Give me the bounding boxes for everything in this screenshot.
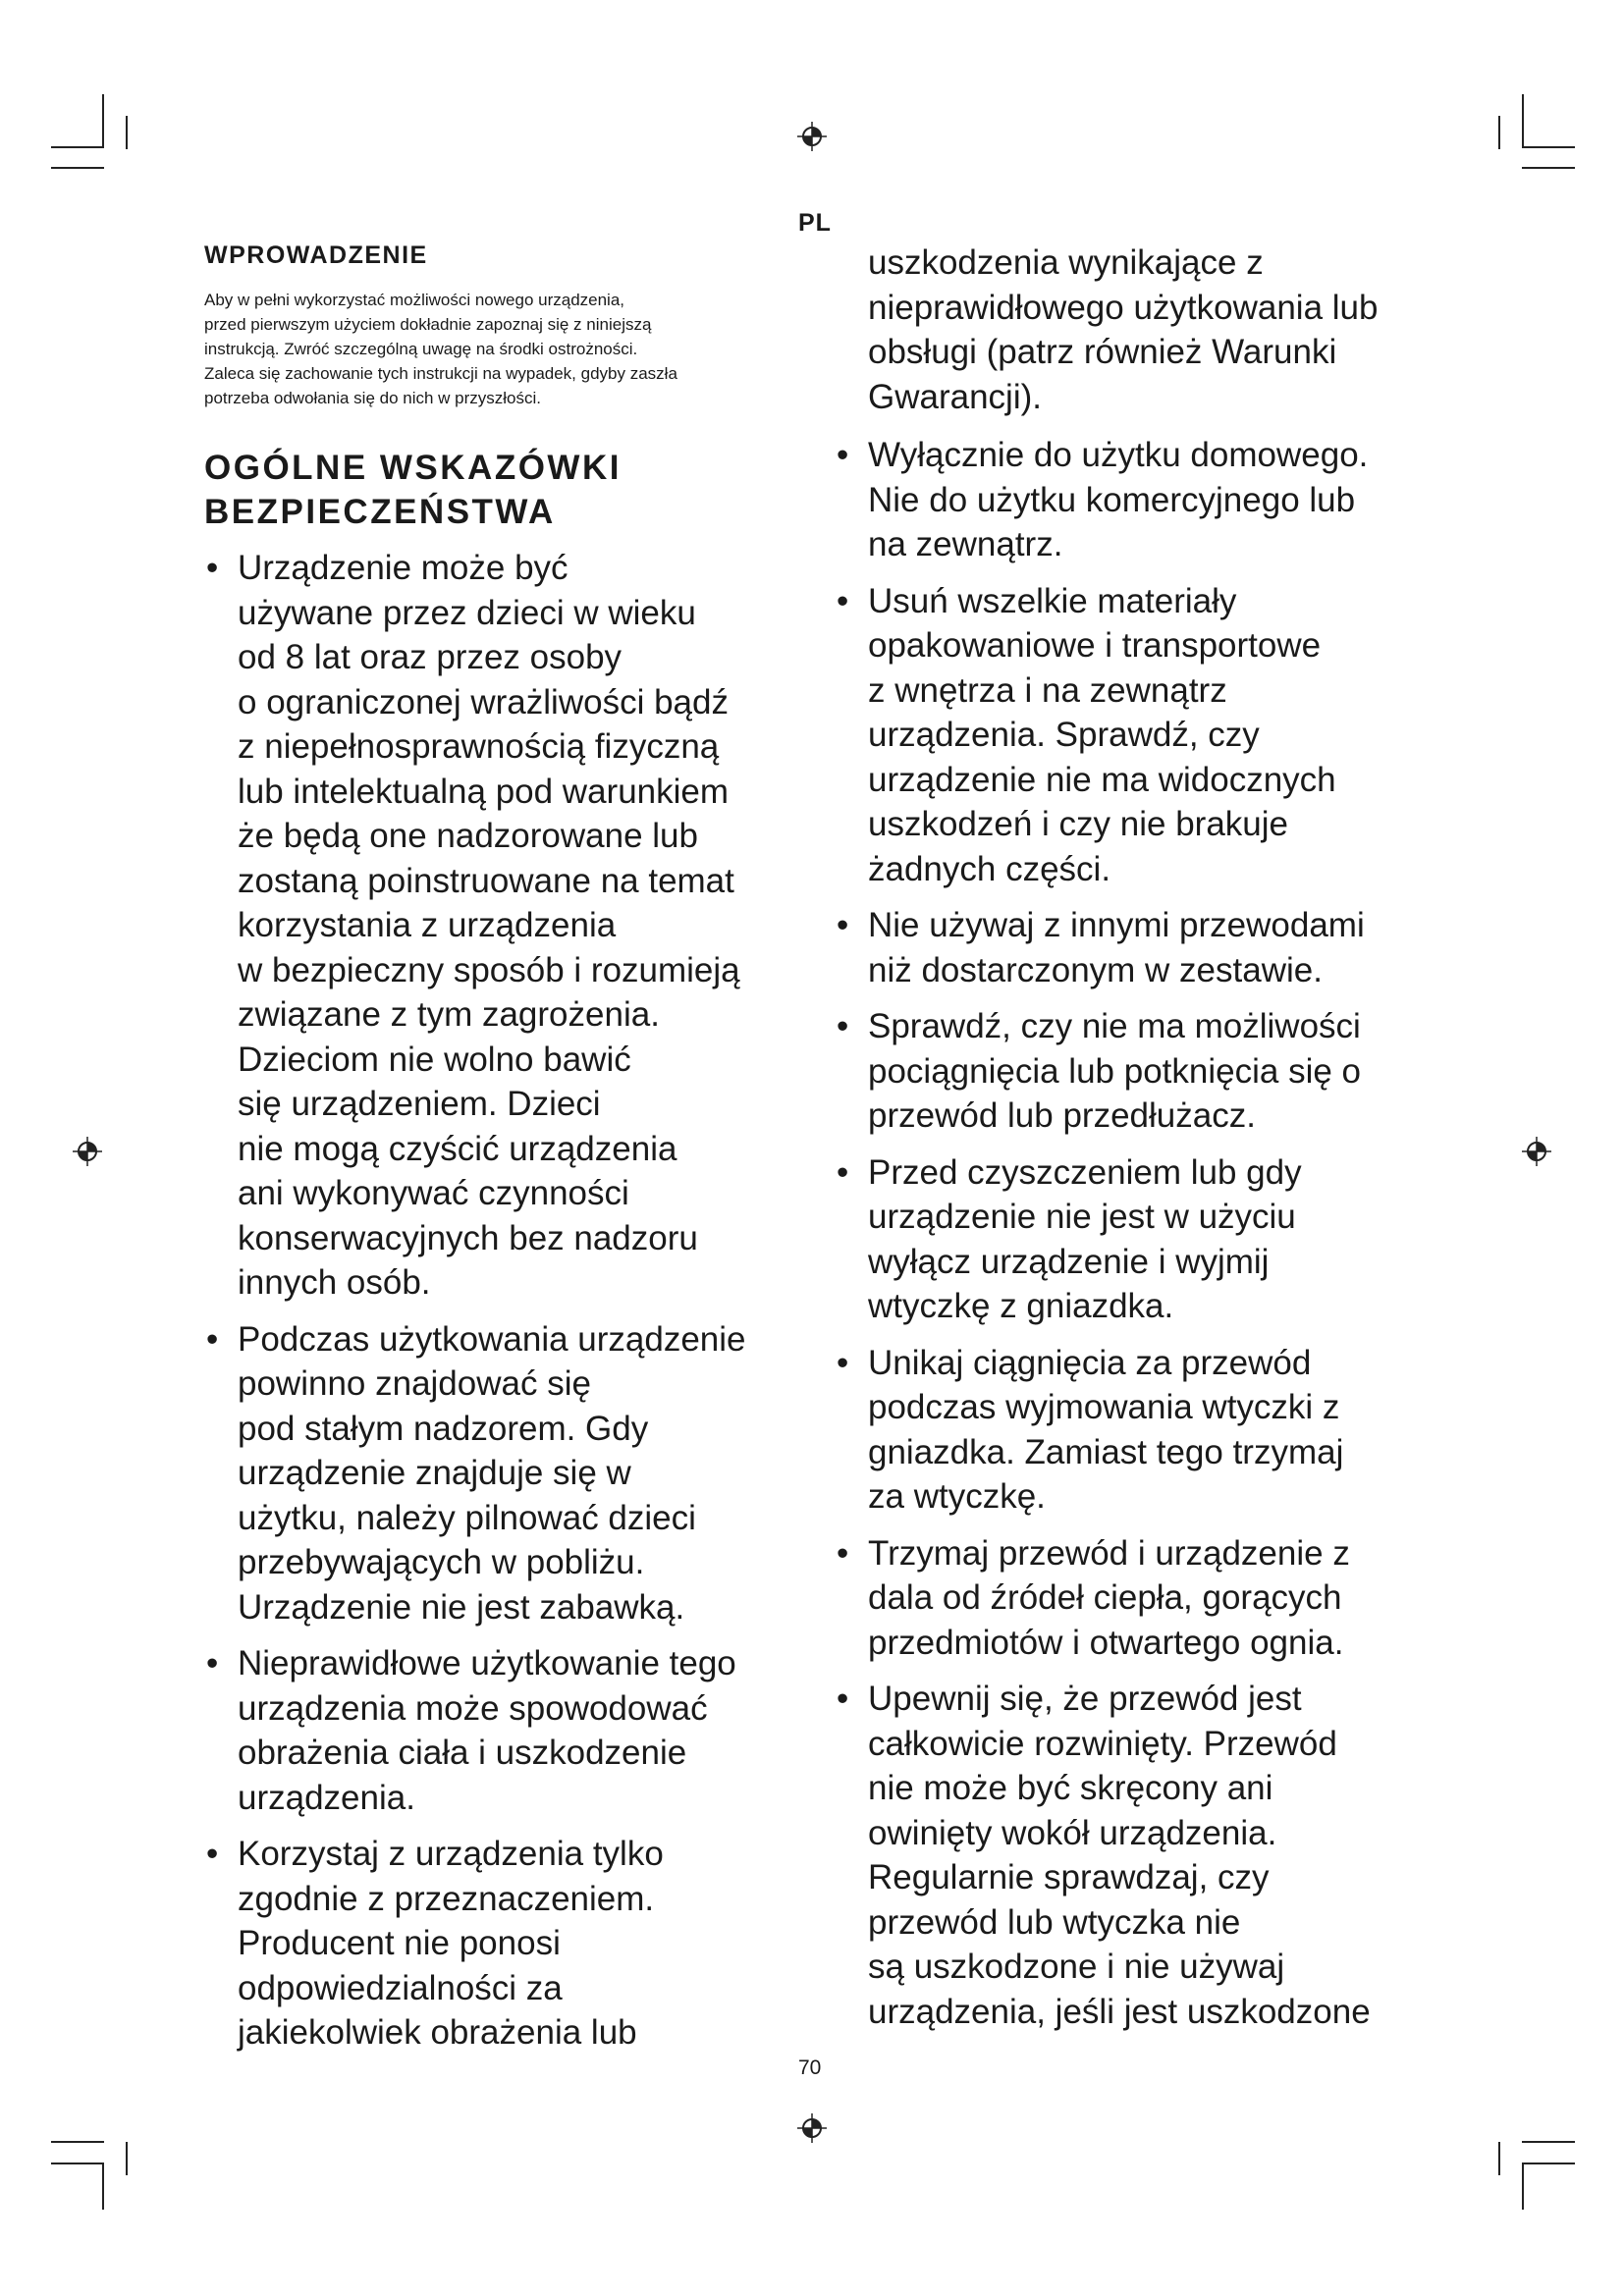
- safety-list-left: [204, 546, 813, 2056]
- registration-mark-icon: [797, 2113, 827, 2143]
- crop-mark: [51, 167, 104, 169]
- registration-mark-icon: [797, 122, 827, 151]
- crop-mark: [1522, 2163, 1575, 2164]
- intro-text: Aby w pełni wykorzystać możliwości nowego urządzenia, przed pierwszym użyciem dokładnie zapoznaj się z niniejszą instrukcją. Zwróć szczególną uwagę na środki ostrożności. Zaleca się zachowanie tych instrukcji na wypadek, gdyby zaszła potrzeba odwołania się do nich w przyszłości.: [204, 291, 677, 407]
- list-item: • Sprawdź, czy nie ma możliwości pociągnięcia lub potknięcia się o przewód lub przedłużacz.: [835, 1004, 1443, 1139]
- crop-mark: [51, 2163, 104, 2164]
- language-code: PL: [798, 209, 832, 237]
- crop-mark: [126, 116, 128, 149]
- crop-mark: [1522, 2163, 1524, 2210]
- list-item: • Nie używaj z innymi przewodami niż dostarczonym w zestawie.: [835, 903, 1443, 992]
- crop-mark: [51, 2141, 104, 2143]
- crop-mark: [102, 2163, 104, 2210]
- list-item: • Korzystaj z urządzenia tylko zgodnie z przeznaczeniem. Producent nie ponosi odpowiedzialności za jakiekolwiek obrażenia lub: [204, 1832, 813, 2056]
- list-item: • Usuń wszelkie materiały opakowaniowe i transportowe z wnętrza i na zewnątrz urządzenia. Sprawdź, czy urządzenie nie ma widocznych uszkodzeń i czy nie brakuje żadnych części.: [835, 579, 1443, 892]
- crop-mark: [1498, 116, 1500, 149]
- list-item: • Wyłącznie do użytku domowego. Nie do użytku komercyjnego lub na zewnątrz.: [835, 433, 1443, 567]
- list-item: • Przed czyszczeniem lub gdy urządzenie nie jest w użyciu wyłącz urządzenie i wyjmij wtyczkę z gniazdka.: [835, 1150, 1443, 1329]
- crop-mark: [51, 146, 104, 148]
- registration-mark-icon: [1522, 1137, 1551, 1166]
- crop-mark: [1522, 2141, 1575, 2143]
- safety-list-right: [835, 433, 1443, 2034]
- registration-mark-icon: [73, 1137, 102, 1166]
- list-item: • Urządzenie może być używane przez dzieci w wieku od 8 lat oraz przez osoby o ograniczonej wrażliwości bądź z niepełnosprawnością fizyczną lub intelektualną pod warunkiem że będą one nadzorowane lub zostaną poinstruowane na temat korzystania z urządzenia w bezpieczny sposób i rozumieją związane z tym zagrożenia. Dzieciom nie wolno bawić się urządzeniem. Dzieci nie mogą czyścić urządzenia ani wykonywać czynności konserwacyjnych bez nadzoru innych osób.: [204, 546, 813, 1306]
- list-item: • Nieprawidłowe użytkowanie tego urządzenia może spowodować obrażenia ciała i uszkodzenie urządzenia.: [204, 1641, 813, 1820]
- crop-mark: [102, 94, 104, 148]
- continued-item-text: uszkodzenia wynikające z nieprawidłowego użytkowania lub obsługi (patrz również Warunki Gwarancji).: [868, 243, 1379, 416]
- crop-mark: [1522, 94, 1524, 148]
- crop-mark: [1498, 2142, 1500, 2175]
- crop-mark: [1522, 167, 1575, 169]
- safety-heading: OGÓLNE WSKAZÓWKI BEZPIECZEŃSTWA: [204, 449, 622, 531]
- page-number: 70: [798, 2056, 822, 2079]
- list-item: • Upewnij się, że przewód jest całkowicie rozwinięty. Przewód nie może być skręcony ani owinięty wokół urządzenia. Regularnie sprawdzaj, czy przewód lub wtyczka nie są uszkodzone i nie używaj urządzenia, jeśli jest uszkodzone: [835, 1677, 1443, 2034]
- left-column: [204, 241, 813, 2067]
- list-item: • Trzymaj przewód i urządzenie z dala od źródeł ciepła, gorących przedmiotów i otwartego ognia.: [835, 1531, 1443, 1666]
- list-item: • Podczas użytkowania urządzenie powinno znajdować się pod stałym nadzorem. Gdy urządzenie znajduje się w użytku, należy pilnować dzieci przebywających w pobliżu. Urządzenie nie jest zabawką.: [204, 1317, 813, 1630]
- intro-heading: WPROWADZENIE: [204, 241, 428, 269]
- right-column: [835, 240, 1443, 2046]
- crop-mark: [126, 2142, 128, 2175]
- list-item: • Unikaj ciągnięcia za przewód podczas wyjmowania wtyczki z gniazdka. Zamiast tego trzymaj za wtyczkę.: [835, 1341, 1443, 1520]
- crop-mark: [1522, 146, 1575, 148]
